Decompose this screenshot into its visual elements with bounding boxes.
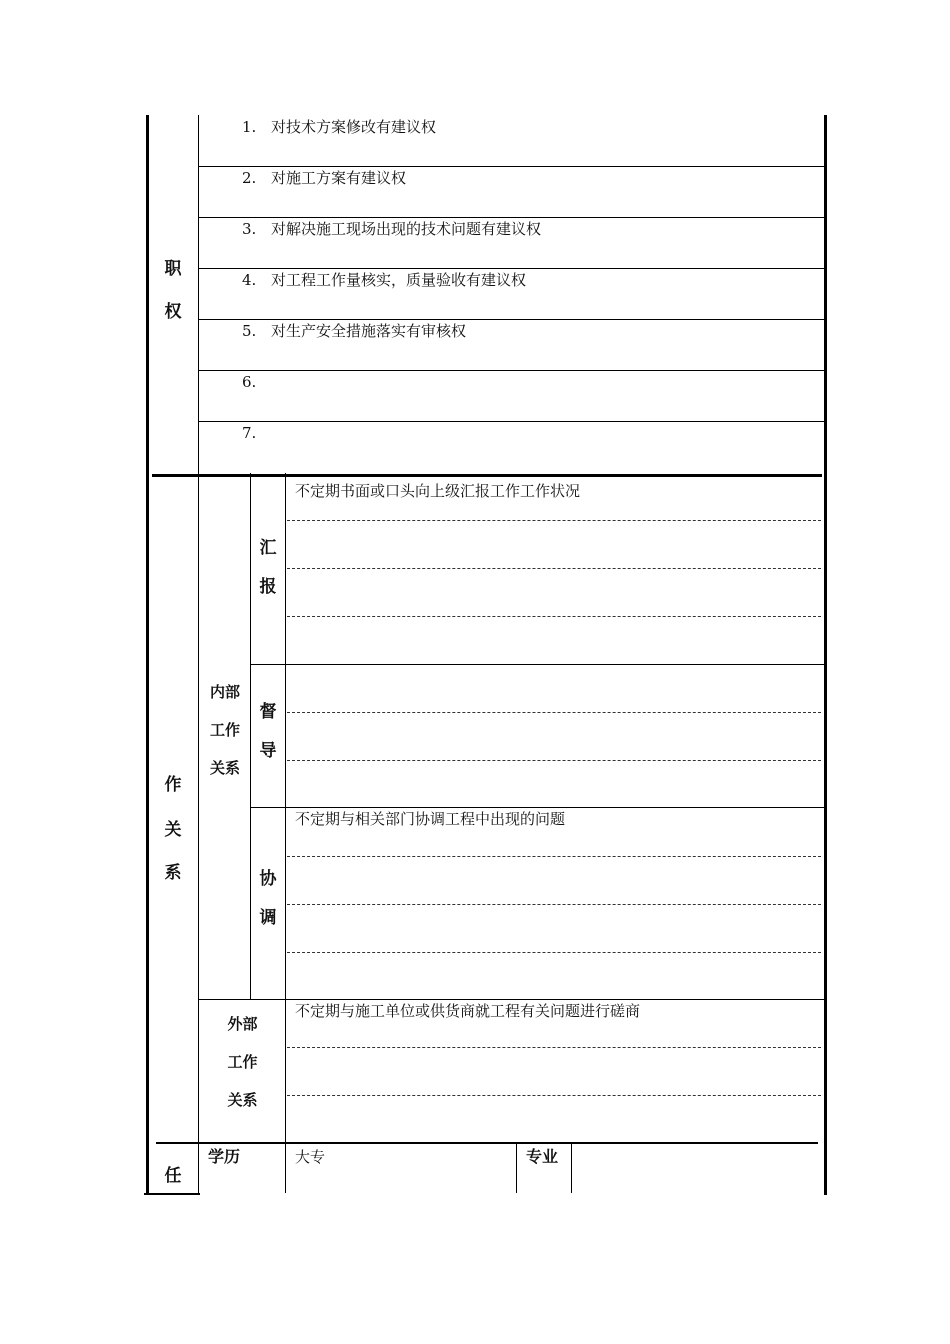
authority-item-num: 5. [242, 322, 257, 340]
education-label: 学历 [208, 1147, 241, 1166]
dashed-line [287, 760, 821, 761]
education-value: 大专 [295, 1148, 326, 1166]
external-label-line: 外部 [227, 1015, 258, 1033]
coordinate-label-char-2: 调 [259, 908, 277, 928]
internal-bottom-line [198, 999, 824, 1000]
authority-label-char-2: 权 [164, 302, 182, 322]
qual-major-divider-2 [571, 1143, 572, 1193]
relations-bottom-line [156, 1142, 818, 1144]
internal-relations-label [200, 673, 250, 787]
relations-label-divider [198, 477, 199, 1143]
qualification-label-char: 任 [164, 1166, 182, 1186]
internal-label-line: 内部 [209, 683, 240, 701]
section-divider-thick [152, 474, 822, 477]
dashed-line [287, 616, 821, 617]
major-label: 专业 [526, 1147, 559, 1166]
supervise-label-char-2: 导 [259, 741, 277, 761]
supervise-label-char-1: 督 [259, 702, 277, 722]
left-border [146, 115, 149, 1195]
internal-sub-divider [250, 473, 251, 1000]
external-text: 不定期与施工单位或供货商就工程有关问题进行磋商 [295, 1002, 641, 1020]
right-border [824, 115, 827, 1195]
internal-label-line: 关系 [209, 759, 240, 777]
authority-item-text: 对技术方案修改有建议权 [271, 118, 437, 136]
content-divider [285, 473, 286, 1143]
dashed-line [287, 856, 821, 857]
authority-item-text: 对工程工作量核实，质量验收有建议权 [271, 271, 527, 289]
external-label-line: 关系 [227, 1091, 258, 1109]
internal-label-line: 工作 [209, 721, 240, 739]
authority-item-text: 对施工方案有建议权 [271, 169, 407, 187]
authority-item-num: 4. [242, 271, 257, 289]
qual-edu-divider [285, 1143, 286, 1193]
authority-label-char-1: 职 [164, 259, 182, 279]
authority-row-line-6 [198, 421, 824, 422]
relations-label-char-1: 作 [164, 775, 182, 795]
authority-item-num: 3. [242, 220, 257, 238]
supervise-bottom-line [250, 807, 824, 808]
authority-item-num: 1. [242, 118, 257, 136]
qual-major-divider-1 [516, 1143, 517, 1193]
relations-label-char-3: 系 [164, 863, 182, 883]
dashed-line [287, 952, 821, 953]
dashed-line [287, 568, 821, 569]
qual-label-divider [198, 1143, 199, 1194]
dashed-line [287, 712, 821, 713]
authority-item-text: 对解决施工现场出现的技术问题有建议权 [271, 220, 542, 238]
authority-item-num: 6. [242, 373, 257, 391]
report-label-char-2: 报 [259, 577, 277, 597]
report-label-char-1: 汇 [259, 538, 277, 558]
dashed-line [287, 520, 821, 521]
coordinate-label-char-1: 协 [259, 869, 277, 889]
authority-item-text: 对生产安全措施落实有审核权 [271, 322, 467, 340]
coordinate-text: 不定期与相关部门协调工程中出现的问题 [295, 810, 566, 828]
external-label-line: 工作 [227, 1053, 258, 1071]
authority-row-line-4 [198, 319, 824, 320]
relations-label-char-2: 关 [164, 820, 182, 840]
authority-row-line-3 [198, 268, 824, 269]
dashed-line [287, 1047, 821, 1048]
bottom-border-left [144, 1193, 200, 1195]
report-bottom-line [250, 664, 824, 665]
authority-row-line-2 [198, 217, 824, 218]
authority-row-line-5 [198, 370, 824, 371]
dashed-line [287, 904, 821, 905]
report-text: 不定期书面或口头向上级汇报工作工作状况 [295, 482, 581, 500]
authority-item-num: 2. [242, 169, 257, 187]
authority-item-num: 7. [242, 424, 257, 442]
authority-row-line-1 [198, 166, 824, 167]
dashed-line [287, 1095, 821, 1096]
external-relations-label [200, 1005, 285, 1119]
